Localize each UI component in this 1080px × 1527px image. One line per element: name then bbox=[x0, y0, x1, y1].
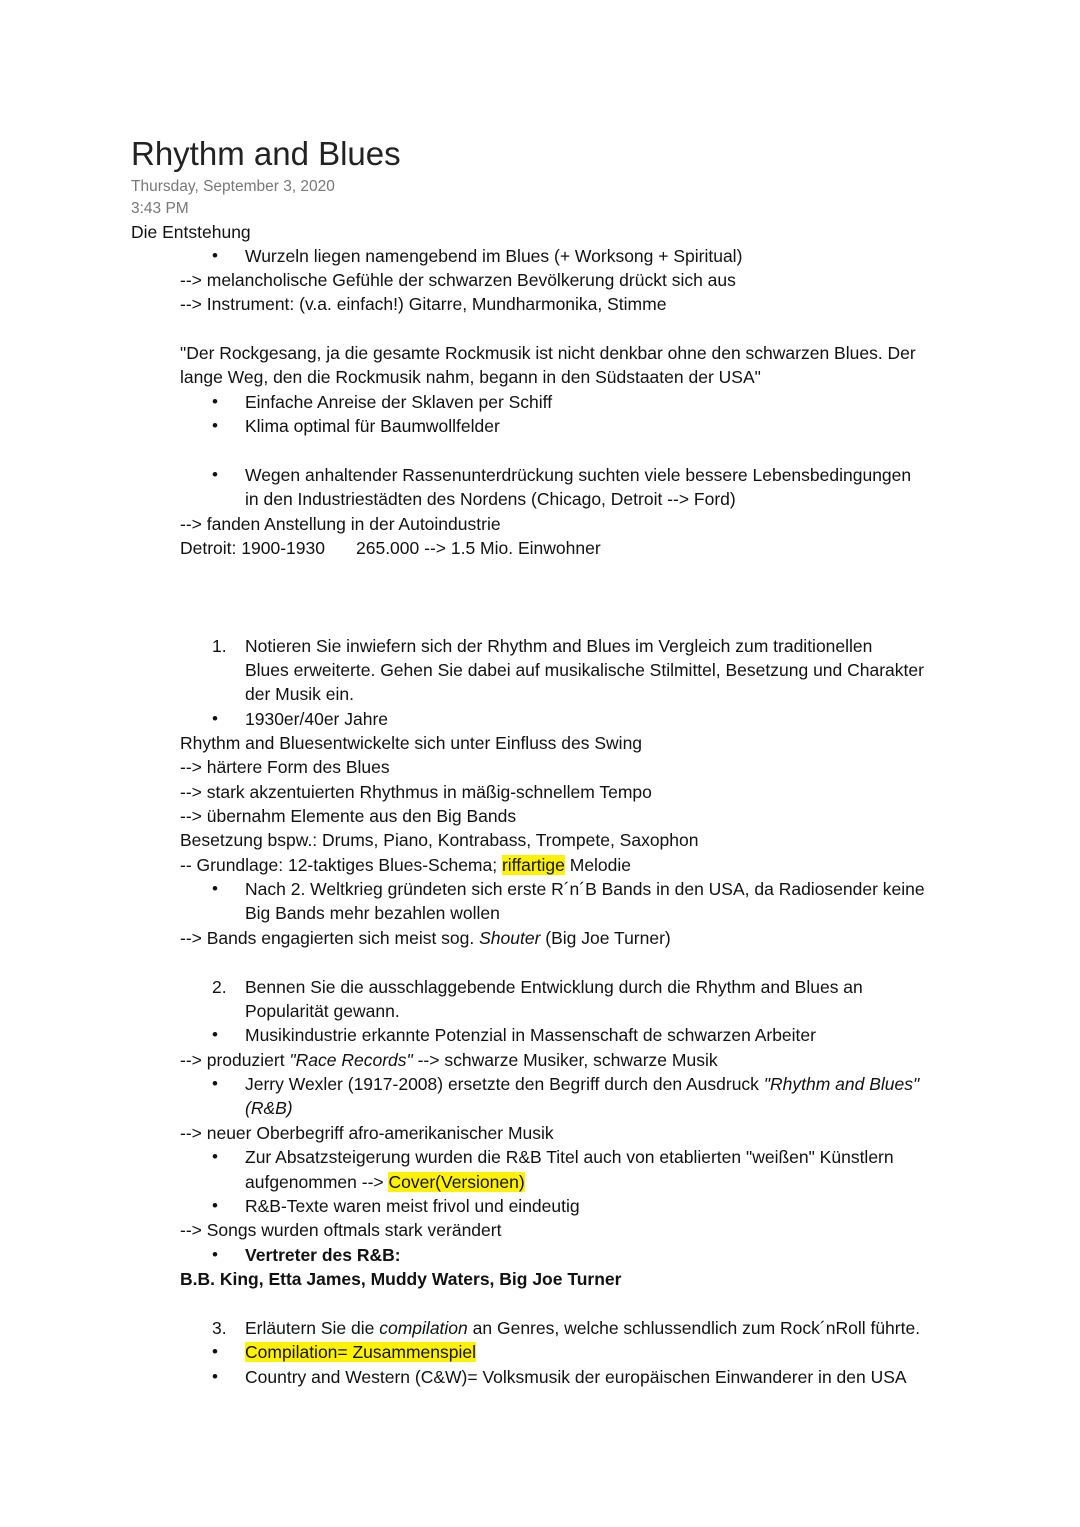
text-span: Erläutern Sie die bbox=[245, 1318, 380, 1338]
bullet-icon: • bbox=[212, 1245, 218, 1264]
highlighted-text: Compilation= Zusammenspiel bbox=[245, 1342, 477, 1362]
text-line bbox=[245, 1072, 919, 1096]
italic-text: "Rhythm and Blues" bbox=[763, 1074, 920, 1094]
question-line bbox=[245, 1316, 920, 1340]
text-line: --> übernahm Elemente aus den Big Bands bbox=[180, 806, 517, 826]
text-line bbox=[180, 1267, 621, 1291]
bullet-icon: • bbox=[212, 1196, 218, 1215]
text-line: Rhythm and Bluesentwickelte sich unter Einfluss des Swing bbox=[180, 733, 643, 753]
note-date: Thursday, September 3, 2020 bbox=[131, 178, 335, 195]
bullet-icon: • bbox=[212, 1342, 218, 1361]
text-span: --> Bands engagierten sich meist sog. bbox=[180, 928, 480, 948]
question-line: Notieren Sie inwiefern sich der Rhythm and Blues im Vergleich zum traditionellen bbox=[245, 636, 873, 656]
text-span: (Big Joe Turner) bbox=[540, 928, 671, 948]
text-span: Melodie bbox=[564, 855, 632, 875]
text-span: -- Grundlage: 12-taktiges Blues-Schema; bbox=[180, 855, 502, 875]
italic-text: (R&B) bbox=[245, 1098, 293, 1118]
bullet-icon: • bbox=[212, 1074, 218, 1093]
question-line: Blues erweiterte. Gehen Sie dabei auf musikalische Stilmittel, Besetzung und Charakter bbox=[245, 660, 924, 680]
text-line: --> fanden Anstellung in der Autoindustrie bbox=[180, 514, 501, 534]
text-line: Besetzung bspw.: Drums, Piano, Kontrabass, Trompete, Saxophon bbox=[180, 830, 699, 850]
text-line: Einfache Anreise der Sklaven per Schiff bbox=[245, 392, 553, 412]
text-line: Nach 2. Weltkrieg gründeten sich erste R´n´B Bands in den USA, da Radiosender keine bbox=[245, 879, 925, 899]
text-line bbox=[245, 1170, 525, 1194]
question-number: 2. bbox=[212, 977, 227, 997]
highlighted-text: riffartige bbox=[501, 855, 565, 875]
text-line bbox=[180, 926, 671, 950]
italic-text: "Race Records" bbox=[289, 1050, 413, 1070]
text-line: --> Songs wurden oftmals stark verändert bbox=[180, 1220, 502, 1240]
text-line bbox=[180, 1048, 718, 1072]
quote-line: "Der Rockgesang, ja die gesamte Rockmusik ist nicht denkbar ohne den schwarzen Blues. Der bbox=[180, 343, 916, 363]
text-line: Wurzeln liegen namengebend im Blues (+ Worksong + Spiritual) bbox=[245, 246, 743, 266]
text-line: --> stark akzentuierten Rhythmus in mäßig-schnellem Tempo bbox=[180, 782, 652, 802]
text-span: an Genres, welche schlussendlich zum Rock´nRoll führte. bbox=[467, 1318, 921, 1338]
text-line: Klima optimal für Baumwollfelder bbox=[245, 416, 500, 436]
text-line: --> härtere Form des Blues bbox=[180, 757, 390, 777]
question-number: 1. bbox=[212, 636, 227, 656]
question-line: der Musik ein. bbox=[245, 684, 354, 704]
text-line: Zur Absatzsteigerung wurden die R&B Titel auch von etablierten "weißen" Künstlern bbox=[245, 1147, 894, 1167]
section-heading: Die Entstehung bbox=[131, 222, 251, 242]
text-line: Wegen anhaltender Rassenunterdrückung suchten viele bessere Lebensbedingungen bbox=[245, 465, 912, 485]
bullet-icon: • bbox=[212, 392, 218, 411]
text-line: 1930er/40er Jahre bbox=[245, 709, 389, 729]
text-line: in den Industriestädten des Nordens (Chicago, Detroit --> Ford) bbox=[245, 489, 736, 509]
question-line: Popularität gewann. bbox=[245, 1001, 400, 1021]
bullet-icon: • bbox=[212, 709, 218, 728]
text-span: aufgenommen --> bbox=[245, 1172, 389, 1192]
text-line: --> neuer Oberbegriff afro-amerikanischer Musik bbox=[180, 1123, 554, 1143]
highlighted-text: Cover(Versionen) bbox=[388, 1172, 525, 1192]
bullet-icon: • bbox=[212, 1367, 218, 1386]
text-span: Jerry Wexler (1917-2008) ersetzte den Begriff durch den Ausdruck bbox=[245, 1074, 764, 1094]
bold-text: Vertreter des R&B: bbox=[245, 1245, 401, 1265]
text-line: Big Bands mehr bezahlen wollen bbox=[245, 903, 500, 923]
bullet-icon: • bbox=[212, 416, 218, 435]
bullet-icon: • bbox=[212, 246, 218, 265]
page-title: Rhythm and Blues bbox=[131, 135, 401, 172]
italic-text: Shouter bbox=[479, 928, 541, 948]
text-span: --> schwarze Musiker, schwarze Musik bbox=[412, 1050, 718, 1070]
text-line: R&B-Texte waren meist frivol und eindeutig bbox=[245, 1196, 580, 1216]
bullet-icon: • bbox=[212, 465, 218, 484]
bullet-icon: • bbox=[212, 1147, 218, 1166]
text-line bbox=[180, 853, 631, 877]
text-line bbox=[245, 1243, 401, 1267]
bullet-icon: • bbox=[212, 1025, 218, 1044]
text-span: --> produziert bbox=[180, 1050, 290, 1070]
text-line: Musikindustrie erkannte Potenzial in Massenschaft de schwarzen Arbeiter bbox=[245, 1025, 816, 1045]
question-line: Bennen Sie die ausschlaggebende Entwicklung durch die Rhythm and Blues an bbox=[245, 977, 863, 997]
text-line: 265.000 --> 1.5 Mio. Einwohner bbox=[356, 538, 601, 558]
text-line: Detroit: 1900-1930 bbox=[180, 538, 325, 558]
bold-text: B.B. King, Etta James, Muddy Waters, Big Joe Turner bbox=[180, 1269, 622, 1289]
text-line bbox=[245, 1340, 476, 1364]
note-time: 3:43 PM bbox=[131, 200, 189, 217]
quote-line: lange Weg, den die Rockmusik nahm, begann in den Südstaaten der USA" bbox=[180, 367, 761, 387]
italic-text: compilation bbox=[379, 1318, 468, 1338]
text-line bbox=[245, 1096, 293, 1120]
text-line: --> Instrument: (v.a. einfach!) Gitarre, Mundharmonika, Stimme bbox=[180, 294, 667, 314]
text-line: --> melancholische Gefühle der schwarzen Bevölkerung drückt sich aus bbox=[180, 270, 736, 290]
bullet-icon: • bbox=[212, 879, 218, 898]
text-line: Country and Western (C&W)= Volksmusik der europäischen Einwanderer in den USA bbox=[245, 1367, 907, 1387]
question-number: 3. bbox=[212, 1318, 227, 1338]
